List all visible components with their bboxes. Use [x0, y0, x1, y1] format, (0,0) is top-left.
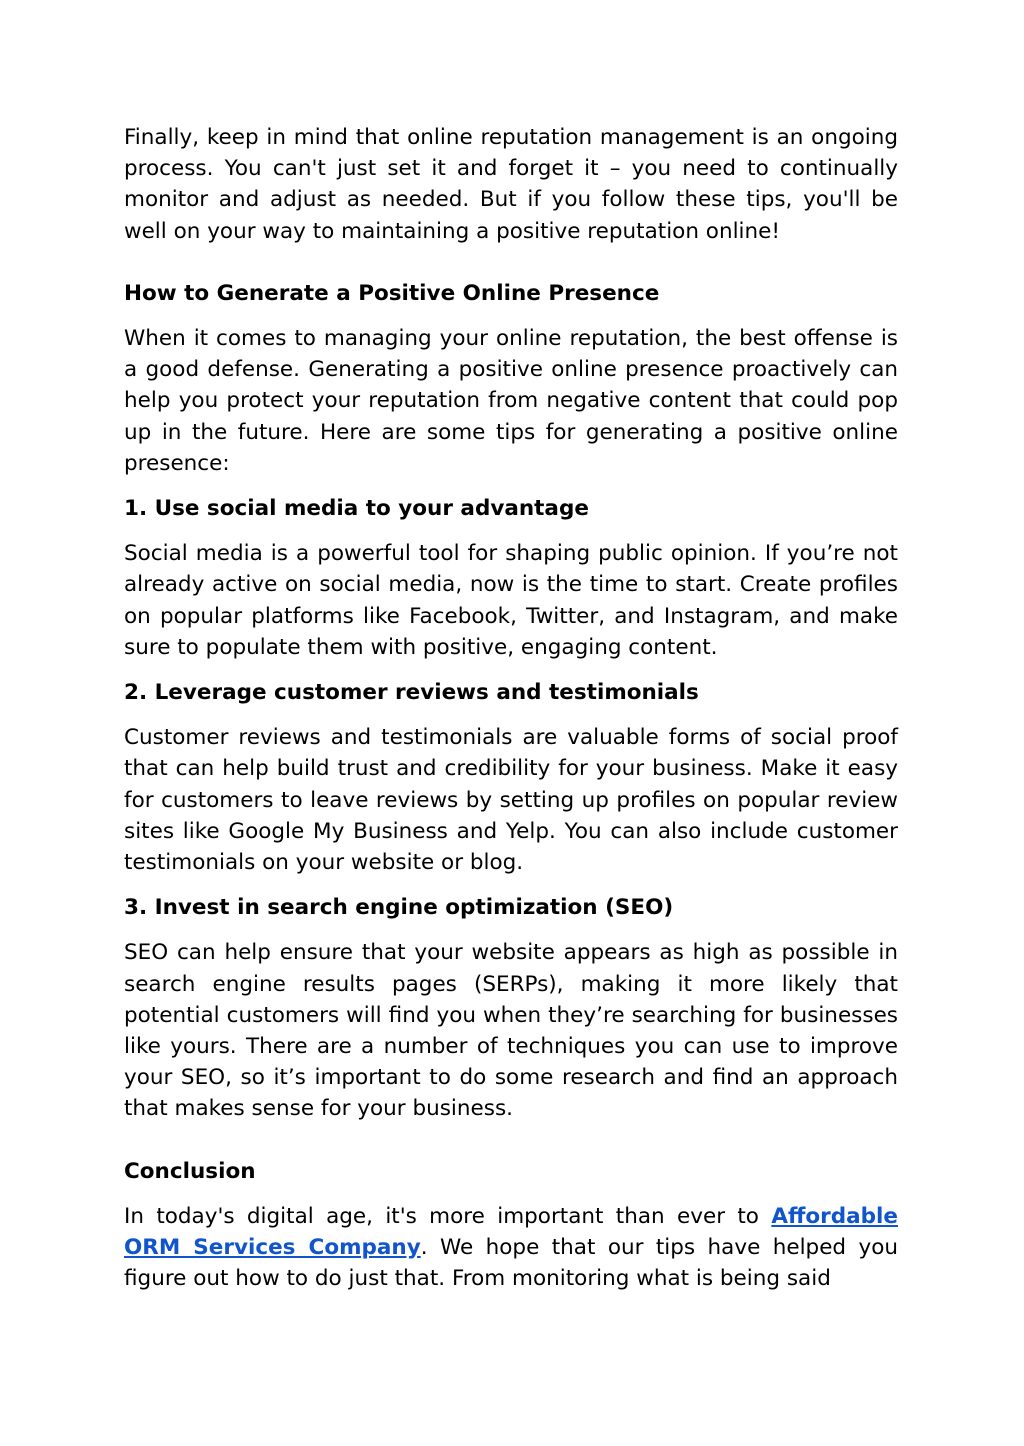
conclusion-text-before: In today's digital age, it's more important than ever to — [124, 1203, 772, 1229]
section-heading: How to Generate a Positive Online Presence — [124, 280, 660, 306]
tip-3-heading: 3. Invest in search engine optimization (SEO) — [124, 895, 674, 921]
conclusion-text-after: . We hope that our tips have helped you figure out how to do just that. From monitoring what is being said — [124, 1235, 899, 1292]
conclusion-paragraph — [124, 1201, 898, 1295]
conclusion-heading: Conclusion — [124, 1158, 256, 1184]
tip-3-paragraph: SEO can help ensure that your website appears as high as possible in search engine results pages (SERPs), making it more likely that potential customers will find you when they’re searching for businesses like yours. There are a number of techniques you can use to improve your SEO, so it’s important to do some research and find an approach that makes sense for your business. — [124, 940, 898, 1122]
tip-1-heading: 1. Use social media to your advantage — [124, 496, 589, 522]
document-page — [124, 122, 898, 1295]
tip-1-paragraph: Social media is a powerful tool for shaping public opinion. If you’re not already active on social media, now is the time to start. Create profiles on popular platforms like Facebook, Twitter, and Instagram, and make sure to populate them with positive, engaging content. — [124, 541, 898, 660]
affordable-orm-link[interactable]: Affordable ORM Services Company — [124, 1203, 898, 1261]
tip-2-paragraph: Customer reviews and testimonials are valuable forms of social proof that can help build trust and credibility for your business. Make it easy for customers to leave reviews by setting up profiles on popular review sites like Google My Business and Yelp. You can also include customer testimonials on your website or blog. — [124, 725, 898, 876]
tip-2-heading: 2. Leverage customer reviews and testimonials — [124, 680, 699, 706]
intro-paragraph: Finally, keep in mind that online reputation management is an ongoing process. You can't just set it and forget it – you need to continually monitor and adjust as needed. But if you follow these tips, you'll be well on your way to maintaining a positive reputation online! — [124, 125, 898, 244]
section-paragraph: When it comes to managing your online reputation, the best offense is a good defense. Generating a positive online presence proactively can help you protect your reputation from negative content that could pop up in the future. Here are some tips for generating a positive online presence: — [124, 326, 898, 476]
